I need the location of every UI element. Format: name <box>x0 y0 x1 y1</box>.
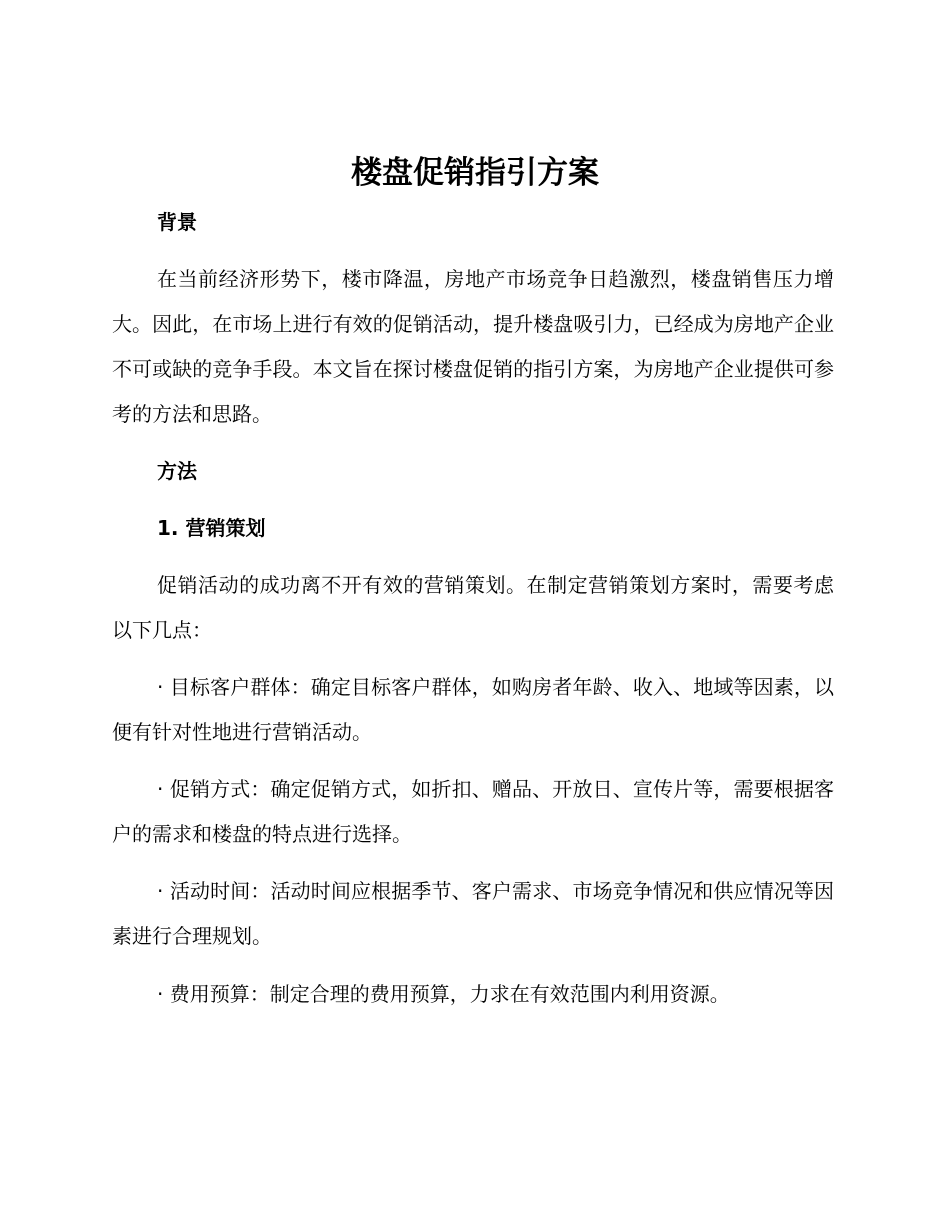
section-heading-background: 背景 <box>157 210 197 234</box>
bullet-budget: · 费用预算：制定合理的费用预算，力求在有效范围内利用资源。 <box>157 982 730 1006</box>
bullet-target-customers: · 目标客户群体：确定目标客户群体，如购房者年龄、收入、地域等因素，以便有针对性地进行营销活动。 <box>112 675 834 744</box>
bullet-activity-timing: · 活动时间：活动时间应根据季节、客户需求、市场竞争情况和供应情况等因素进行合理规划。 <box>112 879 834 948</box>
section-heading-method: 方法 <box>157 459 197 483</box>
document-title: 楼盘促销指引方案 <box>351 155 599 191</box>
subsection-heading-marketing: 1. 营销策划 <box>157 516 266 540</box>
background-paragraph: 在当前经济形势下，楼市降温，房地产市场竞争日趋激烈，楼盘销售压力增大。因此，在市场上进行有效的促销活动，提升楼盘吸引力，已经成为房地产企业不可或缺的竞争手段。本文旨在探讨楼盘促销的指引方案，为房地产企业提供可参考的方法和思路。 <box>112 267 834 426</box>
bullet-promotion-methods: · 促销方式：确定促销方式，如折扣、赠品、开放日、宣传片等，需要根据客户的需求和楼盘的特点进行选择。 <box>112 777 834 846</box>
marketing-intro-paragraph: 促销活动的成功离不开有效的营销策划。在制定营销策划方案时，需要考虑以下几点： <box>112 573 834 642</box>
